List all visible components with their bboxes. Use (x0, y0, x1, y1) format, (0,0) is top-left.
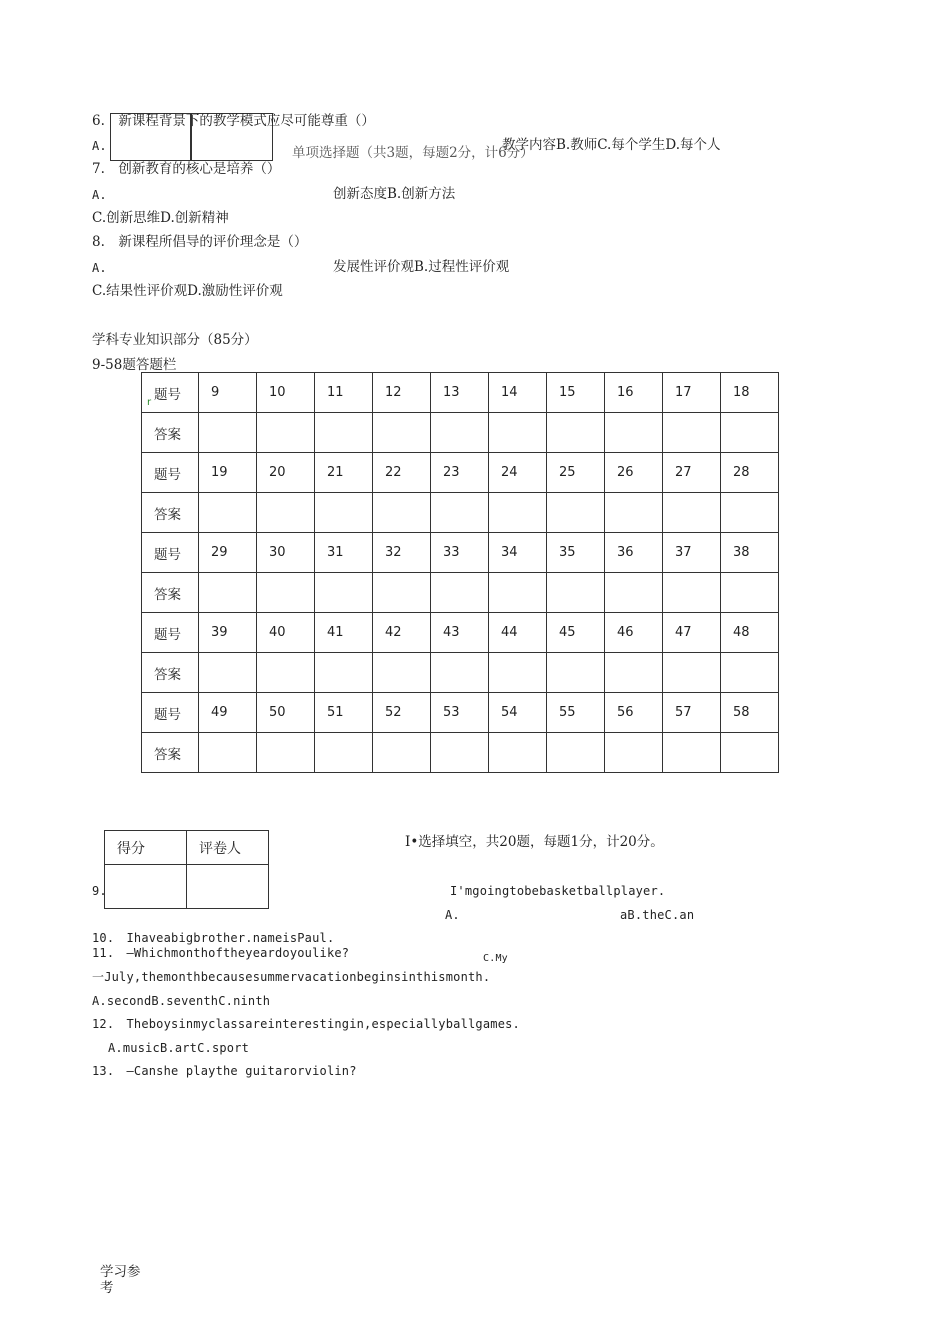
answer-cell[interactable] (257, 733, 315, 773)
table-row (142, 693, 779, 733)
question-number-cell: 43 (431, 613, 489, 653)
question-number-cell: 21 (315, 453, 373, 493)
answer-cell[interactable] (547, 653, 605, 693)
answer-cell[interactable] (721, 573, 779, 613)
question-10: 10. Ihaveabigbrother.nameisPaul. (92, 931, 335, 945)
row-label-number: 题号 (142, 693, 199, 733)
answer-cell[interactable] (257, 493, 315, 533)
row-label-number: 题号 (142, 453, 199, 493)
answer-cell[interactable] (605, 493, 663, 533)
question-number-cell: 24 (489, 453, 547, 493)
answer-cell[interactable] (257, 413, 315, 453)
question-number-cell: 51 (315, 693, 373, 733)
answer-cell[interactable] (373, 733, 431, 773)
answer-cell[interactable] (547, 493, 605, 533)
question-number-cell: 25 (547, 453, 605, 493)
question-12: 12. Theboysinmyclassareinterestingin,especiallyballgames. (92, 1017, 520, 1031)
question-number-cell: 16 (605, 373, 663, 413)
row-label-answer: 答案 (142, 733, 199, 773)
question-number-cell: 53 (431, 693, 489, 733)
green-mark: r (147, 397, 152, 408)
table-row (142, 373, 779, 413)
answer-cell[interactable] (489, 733, 547, 773)
answer-cell[interactable] (605, 573, 663, 613)
overlap-heading: 单项选择题（共3题，每题2分，计6分） (292, 145, 534, 161)
question-number-cell: 39 (199, 613, 257, 653)
question-number-cell: 40 (257, 613, 315, 653)
answer-cell[interactable] (373, 493, 431, 533)
answer-cell[interactable] (663, 573, 721, 613)
answer-cell[interactable] (663, 413, 721, 453)
answer-cell[interactable] (663, 733, 721, 773)
section-title: 学科专业知识部分（85分） (92, 332, 258, 348)
table-row (142, 533, 779, 573)
answer-cell[interactable] (663, 653, 721, 693)
question-11-b: 一July,themonthbecausesummervacationbeginsinthismonth. (92, 970, 491, 984)
grader-label: 评卷人 (187, 831, 269, 865)
question-number-cell: 13 (431, 373, 489, 413)
question-8-a: A. (92, 261, 107, 275)
question-number-cell: 32 (373, 533, 431, 573)
question-7-a: A. (92, 188, 107, 202)
answer-cell[interactable] (721, 733, 779, 773)
question-7-options: 创新态度B.创新方法 (333, 186, 456, 202)
answer-cell[interactable] (721, 413, 779, 453)
answer-cell[interactable] (199, 573, 257, 613)
question-11: 11. —Whichmonthoftheyeardoyoulike? (92, 946, 350, 960)
question-number-cell: 23 (431, 453, 489, 493)
footer-line-2: 考 (100, 1280, 114, 1296)
answer-cell[interactable] (257, 653, 315, 693)
question-9-number: 9. (92, 884, 107, 898)
question-number-cell: 9 (199, 373, 257, 413)
question-number-cell: 35 (547, 533, 605, 573)
answer-cell[interactable] (199, 733, 257, 773)
answer-cell[interactable] (199, 653, 257, 693)
answer-cell[interactable] (315, 413, 373, 453)
answer-cell[interactable] (721, 653, 779, 693)
question-number-cell: 12 (373, 373, 431, 413)
question-number-cell: 10 (257, 373, 315, 413)
row-label-answer: 答案 (142, 413, 199, 453)
question-number-cell: 34 (489, 533, 547, 573)
answer-cell[interactable] (315, 733, 373, 773)
answer-cell[interactable] (431, 733, 489, 773)
answer-cell[interactable] (547, 413, 605, 453)
grader-cell[interactable] (187, 865, 269, 909)
answer-cell[interactable] (663, 493, 721, 533)
score-table (104, 830, 269, 909)
question-number-cell: 29 (199, 533, 257, 573)
answer-cell[interactable] (373, 653, 431, 693)
answer-cell[interactable] (721, 493, 779, 533)
answer-cell[interactable] (489, 573, 547, 613)
question-number-cell: 46 (605, 613, 663, 653)
question-number-cell: 33 (431, 533, 489, 573)
answer-cell[interactable] (431, 573, 489, 613)
answer-cell[interactable] (373, 413, 431, 453)
question-6: 6. 新课程背景下的教学模式应尽可能尊重（） (92, 113, 375, 129)
question-8-options: 发展性评价观B.过程性评价观 (333, 259, 510, 275)
question-number-cell: 26 (605, 453, 663, 493)
answer-cell[interactable] (489, 653, 547, 693)
question-number-cell: 45 (547, 613, 605, 653)
table-row (142, 573, 779, 613)
answer-cell[interactable] (315, 493, 373, 533)
question-7-options-cd: C.创新思维D.创新精神 (92, 210, 229, 226)
question-number-cell: 14 (489, 373, 547, 413)
question-6-a: A. (92, 139, 107, 153)
part1-heading: I•选择填空，共20题，每题1分，计20分。 (405, 834, 664, 850)
table-row (142, 733, 779, 773)
question-13: 13. —Canshe playthe guitarorviolin? (92, 1064, 357, 1078)
answer-cell[interactable] (431, 653, 489, 693)
answer-cell[interactable] (431, 413, 489, 453)
table-row (142, 653, 779, 693)
question-number-cell: 36 (605, 533, 663, 573)
question-8: 8. 新课程所倡导的评价理念是（） (92, 234, 308, 250)
question-9: I'mgoingtobebasketballplayer. (450, 884, 666, 898)
table-row (142, 453, 779, 493)
question-number-cell: 47 (663, 613, 721, 653)
footer-line-1: 学习参 (100, 1264, 141, 1280)
score-cell[interactable] (105, 865, 187, 909)
row-label-number: 题号 (142, 613, 199, 653)
answer-bar-title: 9-58题答题栏 (92, 357, 177, 373)
question-9-options: aB.theC.an (620, 908, 695, 922)
question-number-cell: 55 (547, 693, 605, 733)
question-number-cell: 41 (315, 613, 373, 653)
question-number-cell: 15 (547, 373, 605, 413)
question-number-cell: 28 (721, 453, 779, 493)
answer-cell[interactable] (605, 733, 663, 773)
question-11-fragment: C.My (483, 953, 508, 964)
answer-cell[interactable] (257, 573, 315, 613)
question-number-cell: 44 (489, 613, 547, 653)
row-label-answer: 答案 (142, 653, 199, 693)
row-label-answer: 答案 (142, 493, 199, 533)
question-number-cell: 58 (721, 693, 779, 733)
question-number-cell: 20 (257, 453, 315, 493)
question-number-cell: 11 (315, 373, 373, 413)
question-9-a: A. (445, 908, 460, 922)
question-number-cell: 37 (663, 533, 721, 573)
question-number-cell: 54 (489, 693, 547, 733)
question-8-options-cd: C.结果性评价观D.激励性评价观 (92, 283, 283, 299)
question-number-cell: 50 (257, 693, 315, 733)
answer-cell[interactable] (373, 573, 431, 613)
table-row (142, 413, 779, 453)
answer-cell[interactable] (315, 653, 373, 693)
answer-cell[interactable] (199, 413, 257, 453)
answer-cell[interactable] (605, 653, 663, 693)
answer-cell[interactable] (315, 573, 373, 613)
answer-cell[interactable] (431, 493, 489, 533)
answer-table (141, 372, 779, 773)
table-row (142, 493, 779, 533)
question-number-cell: 57 (663, 693, 721, 733)
row-label-number: 题号 (142, 373, 199, 413)
answer-cell[interactable] (547, 573, 605, 613)
question-number-cell: 19 (199, 453, 257, 493)
answer-cell[interactable] (547, 733, 605, 773)
score-label: 得分 (105, 831, 187, 865)
question-12-options: A.musicB.artC.sport (108, 1041, 250, 1055)
question-number-cell: 17 (663, 373, 721, 413)
question-number-cell: 30 (257, 533, 315, 573)
question-number-cell: 38 (721, 533, 779, 573)
question-number-cell: 42 (373, 613, 431, 653)
question-number-cell: 31 (315, 533, 373, 573)
table-row (142, 613, 779, 653)
question-11-options: A.secondB.seventhC.ninth (92, 994, 271, 1008)
row-label-answer: 答案 (142, 573, 199, 613)
answer-cell[interactable] (605, 413, 663, 453)
row-label-number: 题号 (142, 533, 199, 573)
question-number-cell: 22 (373, 453, 431, 493)
question-number-cell: 56 (605, 693, 663, 733)
answer-cell[interactable] (199, 493, 257, 533)
question-number-cell: 48 (721, 613, 779, 653)
answer-cell[interactable] (489, 493, 547, 533)
question-number-cell: 27 (663, 453, 721, 493)
question-number-cell: 18 (721, 373, 779, 413)
question-number-cell: 52 (373, 693, 431, 733)
question-7: 7. 创新教育的核心是培养（） (92, 161, 281, 177)
answer-cell[interactable] (489, 413, 547, 453)
question-6-options: 教学内容B.教师C.每个学生D.每个人 (502, 137, 721, 153)
question-number-cell: 49 (199, 693, 257, 733)
